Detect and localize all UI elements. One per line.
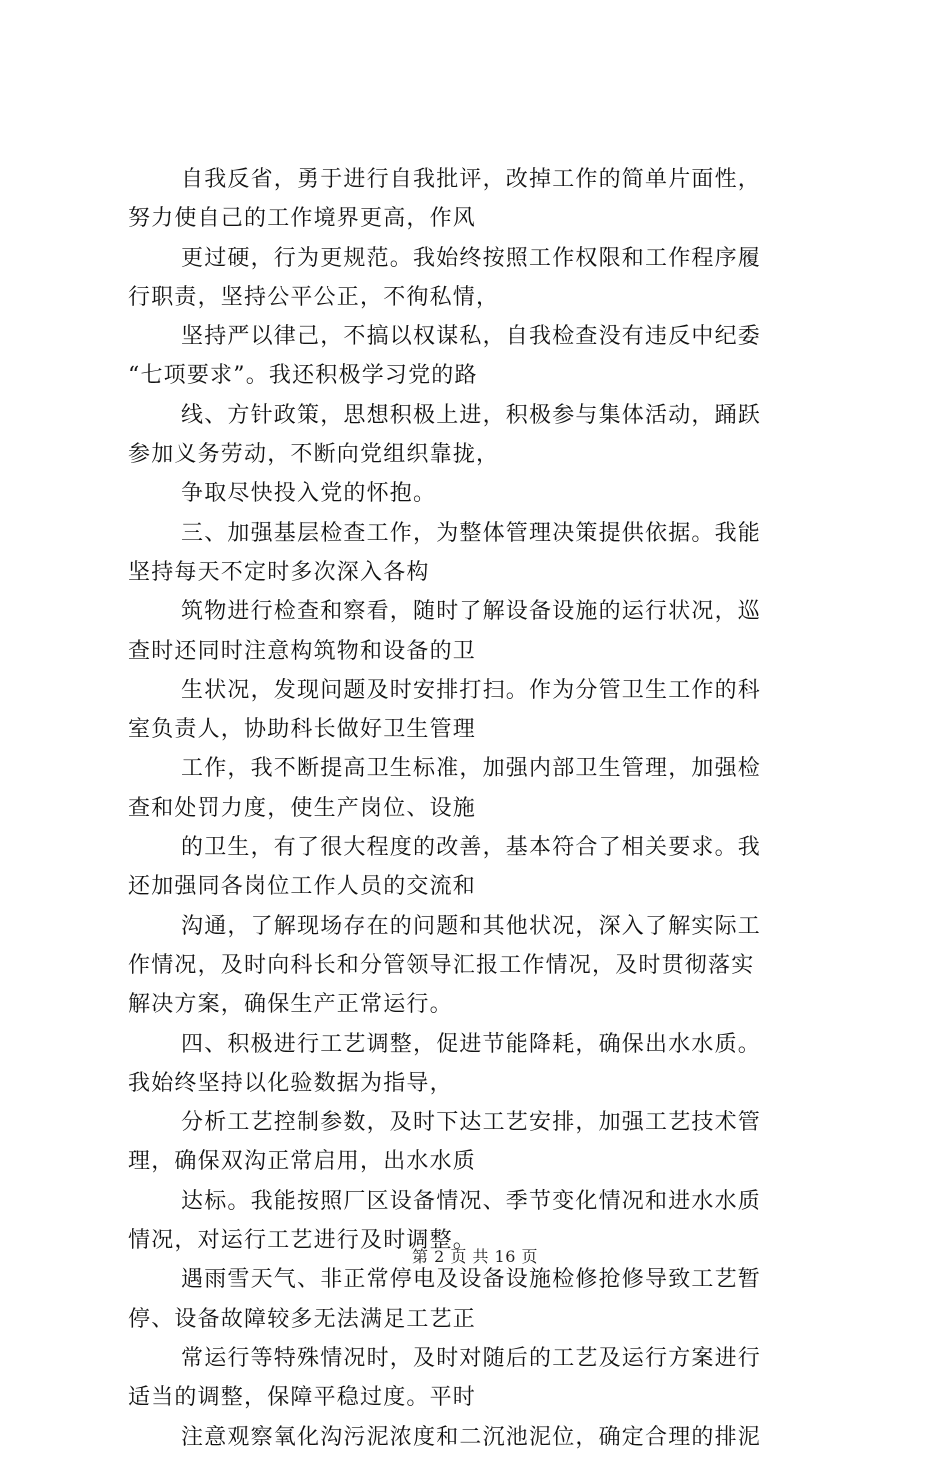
text-line: 的卫生，有了很大程度的改善，基本符合了相关要求。我 bbox=[181, 835, 762, 861]
text-line: 生状况，发现问题及时安排打扫。作为分管卫生工作的科 bbox=[181, 677, 762, 703]
text-line: 四、积极进行工艺调整，促进节能降耗，确保出水水质。 bbox=[181, 1031, 762, 1057]
text-line: 工作，我不断提高卫生标准，加强内部卫生管理，加强检 bbox=[181, 756, 762, 782]
text-line: 参加义务劳动，不断向党组织靠拢， bbox=[128, 442, 500, 468]
text-line: 分析工艺控制参数，及时下达工艺安排，加强工艺技术管 bbox=[181, 1110, 762, 1136]
text-line: 坚持严以律己，不搞以权谋私，自我检查没有违反中纪委 bbox=[181, 324, 762, 350]
text-line: 行职责，坚持公平公正，不徇私情， bbox=[128, 284, 500, 310]
text-line: 停、设备故障较多无法满足工艺正 bbox=[128, 1306, 477, 1332]
text-line: 查和处罚力度，使生产岗位、设施 bbox=[128, 795, 477, 821]
text-line: 我始终坚持以化验数据为指导， bbox=[128, 1070, 453, 1096]
text-line: 遇雨雪天气、非正常停电及设备设施检修抢修导致工艺暂 bbox=[181, 1267, 762, 1293]
text-line: 争取尽快投入党的怀抱。 bbox=[181, 481, 437, 507]
text-line: 注意观察氧化沟污泥浓度和二沉池泥位，确定合理的排泥 bbox=[181, 1424, 762, 1450]
text-line: 室负责人，协助科长做好卫生管理 bbox=[128, 717, 477, 743]
text-line: 查时还同时注意构筑物和设备的卫 bbox=[128, 638, 477, 664]
text-line: 还加强同各岗位工作人员的交流和 bbox=[128, 874, 477, 900]
text-line: 自我反省，勇于进行自我批评，改掉工作的简单片面性， bbox=[181, 167, 762, 192]
text-line: 情况，对运行工艺进行及时调整。 bbox=[128, 1228, 477, 1254]
text-line: 沟通，了解现场存在的问题和其他状况，深入了解实际工 bbox=[181, 913, 762, 939]
text-line: 达标。我能按照厂区设备情况、季节变化情况和进水水质 bbox=[181, 1188, 762, 1214]
text-line: 常运行等特殊情况时，及时对随后的工艺及运行方案进行 bbox=[181, 1345, 762, 1371]
text-line: “七项要求”。我还积极学习党的路 bbox=[128, 363, 478, 389]
text-line: 解决方案，确保生产正常运行。 bbox=[128, 992, 453, 1018]
text-line: 三、加强基层检查工作，为整体管理决策提供依据。我能 bbox=[181, 520, 762, 546]
text-line: 作情况，及时向科长和分管领导汇报工作情况，及时贯彻落实 bbox=[128, 952, 755, 978]
text-line: 理，确保双沟正常启用，出水水质 bbox=[128, 1149, 477, 1175]
text-line: 坚持每天不定时多次深入各构 bbox=[128, 559, 430, 585]
text-line: 更过硬，行为更规范。我始终按照工作权限和工作程序履 bbox=[181, 245, 762, 271]
text-line: 努力使自己的工作境界更高，作风 bbox=[128, 206, 477, 232]
text-line: 筑物进行检查和察看，随时了解设备设施的运行状况，巡 bbox=[181, 599, 762, 625]
text-line: 线、方针政策，思想积极上进，积极参与集体活动，踊跃 bbox=[181, 402, 762, 428]
text-line: 适当的调整，保障平稳过度。平时 bbox=[128, 1385, 477, 1411]
page-number-footer: 第 2 页 共 16 页 bbox=[412, 1247, 538, 1266]
